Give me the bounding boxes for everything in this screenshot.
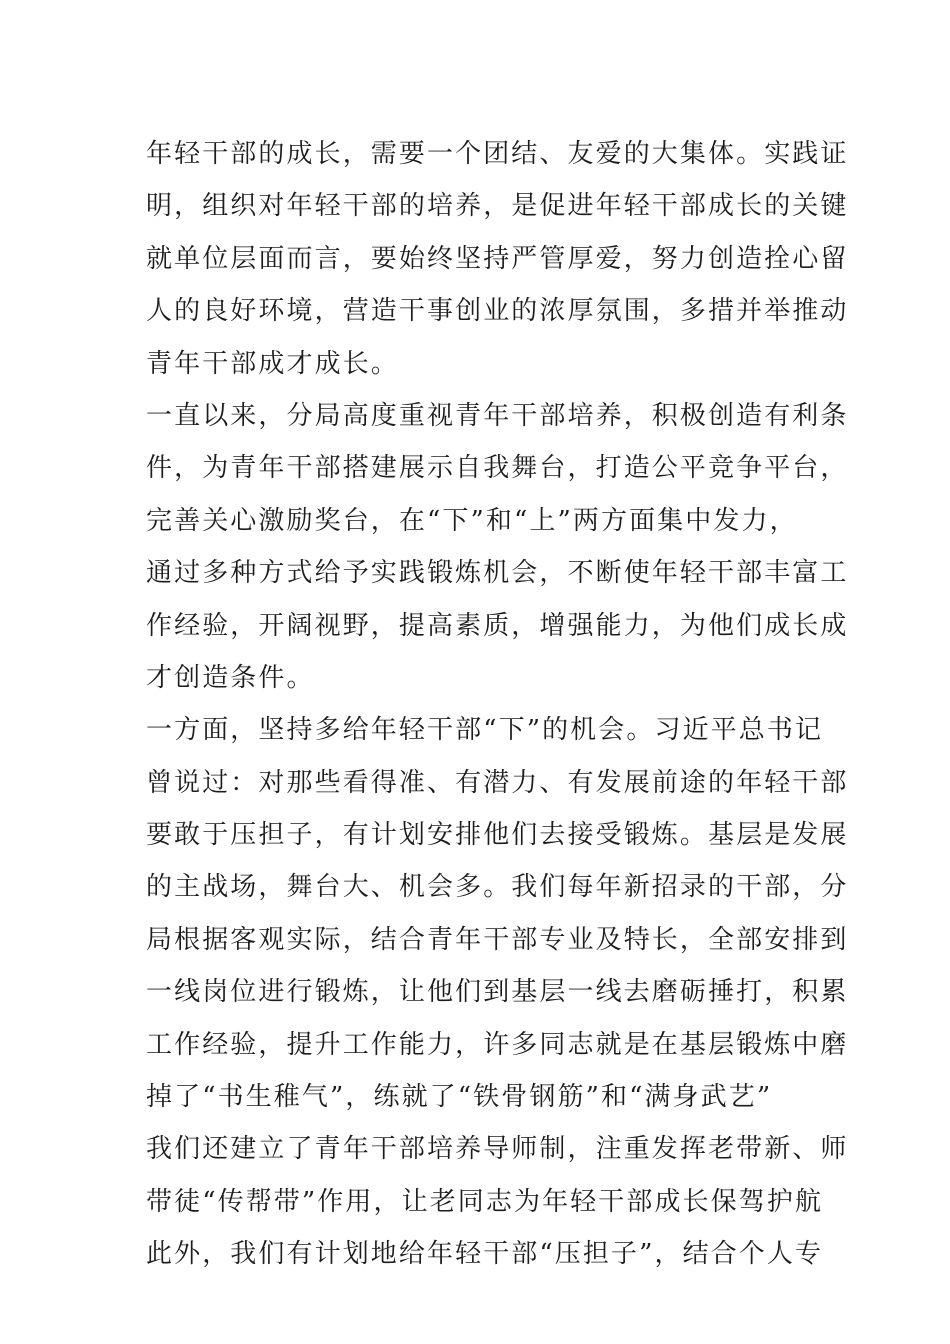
text-line: 掉了“书生稚气”，练就了“铁骨钢筋”和“满身武艺” <box>146 1082 773 1113</box>
document-body <box>146 128 849 1281</box>
text-line: 一线岗位进行锻炼，让他们到基层一线去磨砺捶打，积累 <box>146 977 849 1008</box>
text-line: 作经验，开阔视野，提高素质，增强能力，为他们成长成 <box>146 610 849 641</box>
text-line: 要敢于压担子，有计划安排他们去接受锻炼。基层是发展 <box>146 820 849 851</box>
text-line: 工作经验，提升工作能力，许多同志就是在基层锻炼中磨 <box>146 1029 849 1060</box>
text-line: 件，为青年干部搭建展示自我舞台，打造公平竞争平台， <box>146 453 849 484</box>
text-line: 完善关心激励奖台，在“下”和“上”两方面集中发力， <box>146 505 798 536</box>
text-line: 一方面，坚持多给年轻干部“下”的机会。习近平总书记 <box>146 715 824 746</box>
text-line: 一直以来，分局高度重视青年干部培养，积极创造有利条 <box>146 400 849 431</box>
text-line: 局根据客观实际，结合青年干部专业及特长，全部安排到 <box>146 924 849 955</box>
text-line: 通过多种方式给予实践锻炼机会，不断使年轻干部丰富工 <box>146 558 849 589</box>
text-line: 我们还建立了青年干部培养导师制，注重发挥老带新、师 <box>146 1134 849 1165</box>
text-line: 此外，我们有计划地给年轻干部“压担子”，结合个人专 <box>146 1239 824 1270</box>
text-line: 人的良好环境，营造干事创业的浓厚氛围，多措并举推动 <box>146 296 849 327</box>
text-line: 明，组织对年轻干部的培养，是促进年轻干部成长的关键 <box>146 191 849 222</box>
text-line: 的主战场，舞台大、机会多。我们每年新招录的干部，分 <box>146 872 849 903</box>
text-line: 就单位层面而言，要始终坚持严管厚爱，努力创造拴心留 <box>146 243 849 274</box>
text-line: 青年干部成才成长。 <box>146 348 399 379</box>
text-line: 带徒“传帮带”作用，让老同志为年轻干部成长保驾护航 <box>146 1186 824 1217</box>
text-line: 才创造条件。 <box>146 662 315 693</box>
text-line: 曾说过：对那些看得准、有潜力、有发展前途的年轻干部 <box>146 767 849 798</box>
text-line: 年轻干部的成长，需要一个团结、友爱的大集体。实践证 <box>146 139 849 169</box>
